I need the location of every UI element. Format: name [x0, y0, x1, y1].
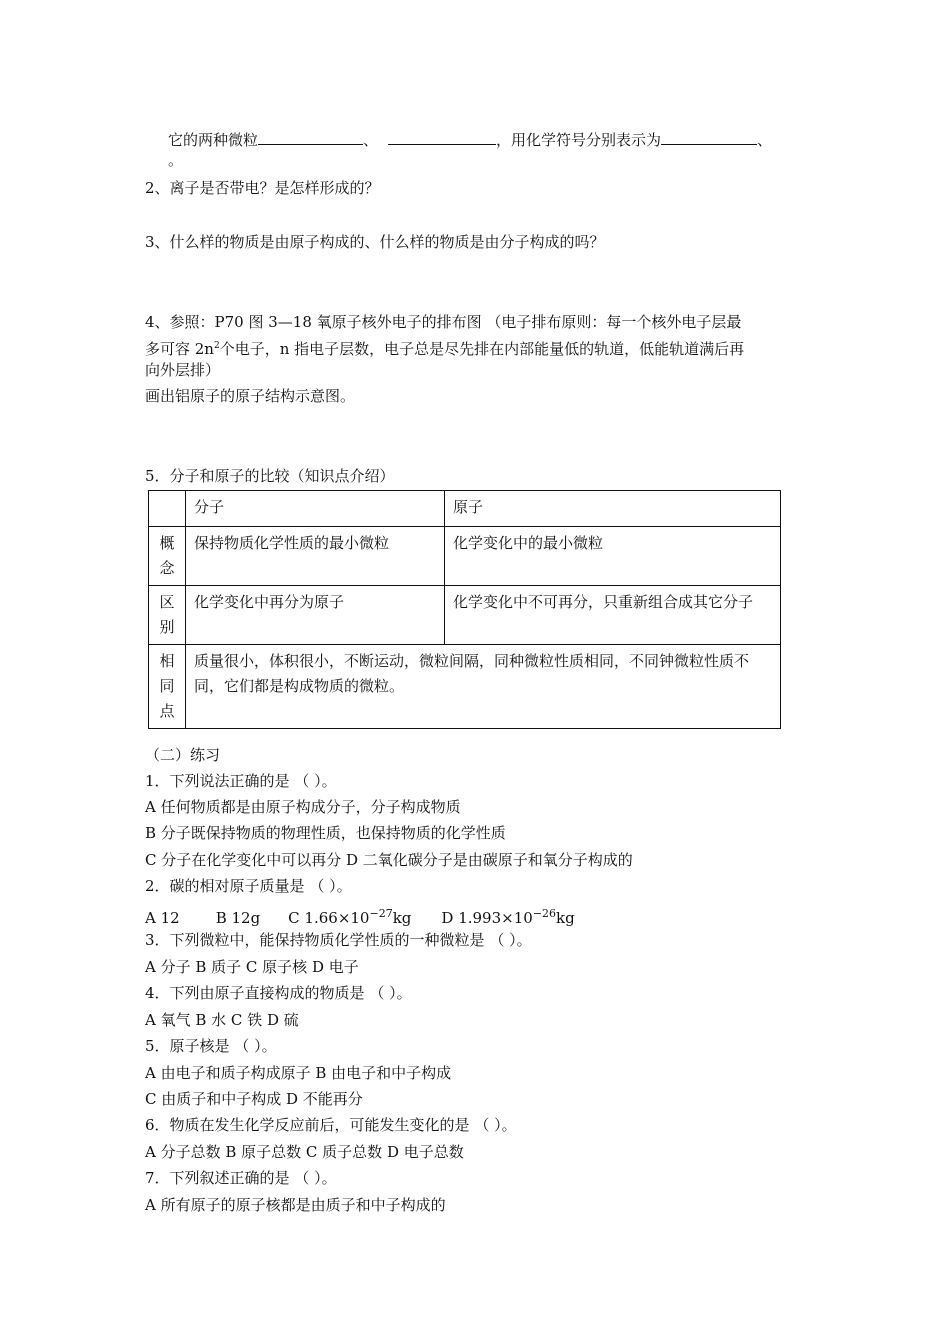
unit: kg [556, 909, 575, 927]
practice-q3: 3．下列微粒中，能保持物质化学性质的一种微粒是 （ ）。 [145, 931, 532, 949]
table-row [149, 586, 781, 645]
q1-fill-line [168, 128, 772, 150]
question-4-line4: 画出铝原子的原子结构示意图。 [145, 387, 356, 405]
option-b: B 12g [215, 909, 261, 927]
question-4-line2 [145, 336, 744, 359]
answer-blank[interactable] [258, 128, 363, 145]
practice-q3-options: A 分子 B 质子 C 原子核 D 电子 [145, 958, 359, 976]
table-cell: 化学变化中的最小微粒 [445, 527, 781, 586]
row-label: 相同点 [149, 645, 186, 729]
table-cell: 化学变化中不可再分，只重新组合成其它分子 [445, 586, 781, 645]
table-header-row [149, 491, 781, 527]
question-2: 2、离子是否带电？是怎样形成的？ [145, 179, 380, 197]
option-d: D 1.993×10 [441, 909, 533, 927]
table-cell [149, 491, 186, 527]
practice-q5-options-ab: A 由电子和质子构成原子 B 由电子和中子构成 [145, 1064, 452, 1082]
option-c: C 1.66×10 [288, 909, 370, 927]
question-5-title: 5．分子和原子的比较（知识点介绍） [145, 467, 395, 485]
practice-q1: 1．下列说法正确的是 （ ）。 [145, 772, 337, 790]
table-cell: 保持物质化学性质的最小微粒 [186, 527, 445, 586]
q4-text: 多可容 2n [145, 340, 214, 358]
q4-text: 个电子，n 指电子层数，电子总是尽先排在内部能量低的轨道，低能轨道满后再 [219, 340, 745, 358]
row-label: 概念 [149, 527, 186, 586]
q1-end: 。 [168, 151, 184, 169]
practice-q6-options: A 分子总数 B 原子总数 C 质子总数 D 电子总数 [145, 1143, 464, 1161]
practice-heading: （二）练习 [145, 746, 221, 764]
practice-q1-option-cd: C 分子在化学变化中可以再分 D 二氧化碳分子是由碳原子和氧分子构成的 [145, 851, 633, 869]
practice-q7: 7．下列叙述正确的是 （ ）。 [145, 1169, 337, 1187]
practice-q2: 2．碳的相对原子质量是 （ ）。 [145, 877, 352, 895]
question-4-line3: 向外层排） [145, 361, 221, 379]
table-row [149, 527, 781, 586]
unit: kg [392, 909, 412, 927]
practice-q4: 4．下列由原子直接构成的物质是 （ ）。 [145, 984, 412, 1002]
practice-q5: 5．原子核是 （ ）。 [145, 1037, 277, 1055]
superscript: 2 [213, 341, 220, 351]
row-label: 区别 [149, 586, 186, 645]
practice-q7-option-a: A 所有原子的原子核都是由质子和中子构成的 [145, 1196, 446, 1214]
table-merged-cell: 质量很小，体积很小，不断运动，微粒间隔，同种微粒性质相同，不同钟微粒性质不同，它们都是构成物质的微粒。 [186, 645, 781, 729]
q1-sep: 、 [363, 131, 379, 149]
table-header-cell: 分子 [186, 491, 445, 527]
practice-q1-option-a: A 任何物质都是由原子构成分子，分子构成物质 [145, 798, 461, 816]
question-3: 3、什么样的物质是由原子构成的、什么样的物质是由分子构成的吗？ [145, 233, 605, 251]
superscript: −27 [369, 907, 393, 920]
practice-q5-options-cd: C 由质子和中子构成 D 不能再分 [145, 1090, 363, 1108]
comparison-table [148, 490, 781, 729]
table-row [149, 645, 781, 729]
practice-q1-option-b: B 分子既保持物质的物理性质，也保持物质的化学性质 [145, 824, 506, 842]
q1-sep: 、 [757, 131, 773, 149]
q1-sep: ，用化学符号分别表示为 [496, 131, 662, 149]
answer-blank[interactable] [388, 128, 496, 145]
q1-prefix: 它的两种微粒 [168, 131, 259, 149]
question-4-line1: 4、参照：P70 图 3—18 氧原子核外电子的排布图 （电子排布原则：每一个核外电子层最 [145, 313, 742, 331]
table-header-cell: 原子 [445, 491, 781, 527]
practice-q2-options [145, 904, 575, 928]
answer-blank[interactable] [661, 128, 757, 145]
table-cell: 化学变化中再分为原子 [186, 586, 445, 645]
practice-q6: 6．物质在发生化学反应前后，可能发生变化的是 （ ）。 [145, 1116, 517, 1134]
practice-q4-options: A 氧气 B 水 C 铁 D 硫 [145, 1011, 299, 1029]
superscript: −26 [532, 907, 557, 920]
option-a: A 12 [145, 909, 180, 927]
